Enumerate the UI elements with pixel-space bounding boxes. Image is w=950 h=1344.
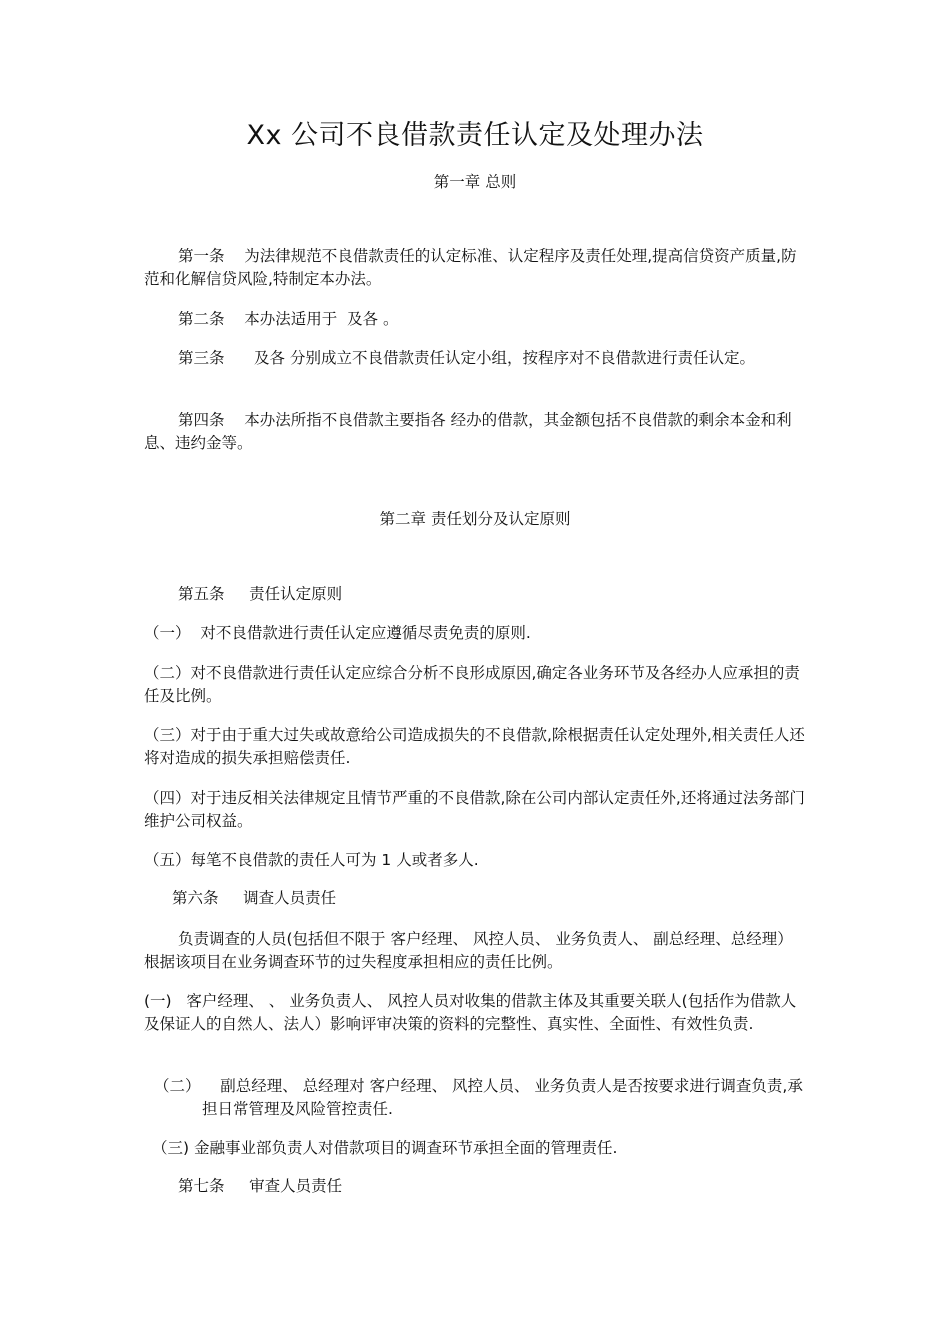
clause-item: （四）对于违反相关法律规定且情节严重的不良借款,除在公司内部认定责任外,还将通过法务部门维护公司权益。 xyxy=(144,789,805,830)
article-heading: 第六条 调查人员责任 xyxy=(172,889,337,907)
clause-item: （五）每笔不良借款的责任人可为 1 人或者多人. xyxy=(144,851,479,869)
article-paragraph: 第三条 及各 分别成立不良借款责任认定小组，按程序对不良借款进行责任认定。 xyxy=(178,349,755,367)
clause-item: （三）对于由于重大过失或故意给公司造成损失的不良借款,除根据责任认定处理外,相关责任人还将对造成的损失承担赔偿责任. xyxy=(144,726,805,767)
article-paragraph: 负责调查的人员(包括但不限于 客户经理、 风控人员、 业务负责人、 副总经理、总经理）根据该项目在业务调查环节的过失程度承担相应的责任比例。 xyxy=(144,930,793,971)
chapter-heading: 第一章 总则 xyxy=(433,173,517,191)
article-paragraph: 第一条 为法律规范不良借款责任的认定标准、认定程序及责任处理,提高信贷资产质量,防范和化解信贷风险,特制定本办法。 xyxy=(144,247,797,288)
clause-item: （三) 金融事业部负责人对借款项目的调查环节承担全面的管理责任. xyxy=(152,1139,618,1157)
document-title: Xx 公司不良借款责任认定及处理办法 xyxy=(246,120,704,151)
clause-item: (一) 客户经理、 、 业务负责人、 风控人员对收集的借款主体及其重要关联人(包括作为借款人及保证人的自然人、法人）影响评审决策的资料的完整性、真实性、全面性、有效性负责. xyxy=(144,992,797,1033)
article-heading: 第五条 责任认定原则 xyxy=(178,585,343,603)
article-paragraph: 第二条 本办法适用于 及各 。 xyxy=(178,310,399,328)
clause-item: （二） 副总经理、 总经理对 客户经理、 风控人员、 业务负责人是否按要求进行调查负责,承担日常管理及风险管控责任. xyxy=(154,1077,803,1118)
clause-item: （一） 对不良借款进行责任认定应遵循尽责免责的原则. xyxy=(144,624,531,642)
article-paragraph: 第四条 本办法所指不良借款主要指各 经办的借款，其金额包括不良借款的剩余本金和利息、违约金等。 xyxy=(144,411,792,452)
chapter-heading: 第二章 责任划分及认定原则 xyxy=(379,510,571,528)
clause-item: （二）对不良借款进行责任认定应综合分析不良形成原因,确定各业务环节及各经办人应承担的责任及比例。 xyxy=(144,664,800,705)
article-heading: 第七条 审查人员责任 xyxy=(178,1177,343,1195)
